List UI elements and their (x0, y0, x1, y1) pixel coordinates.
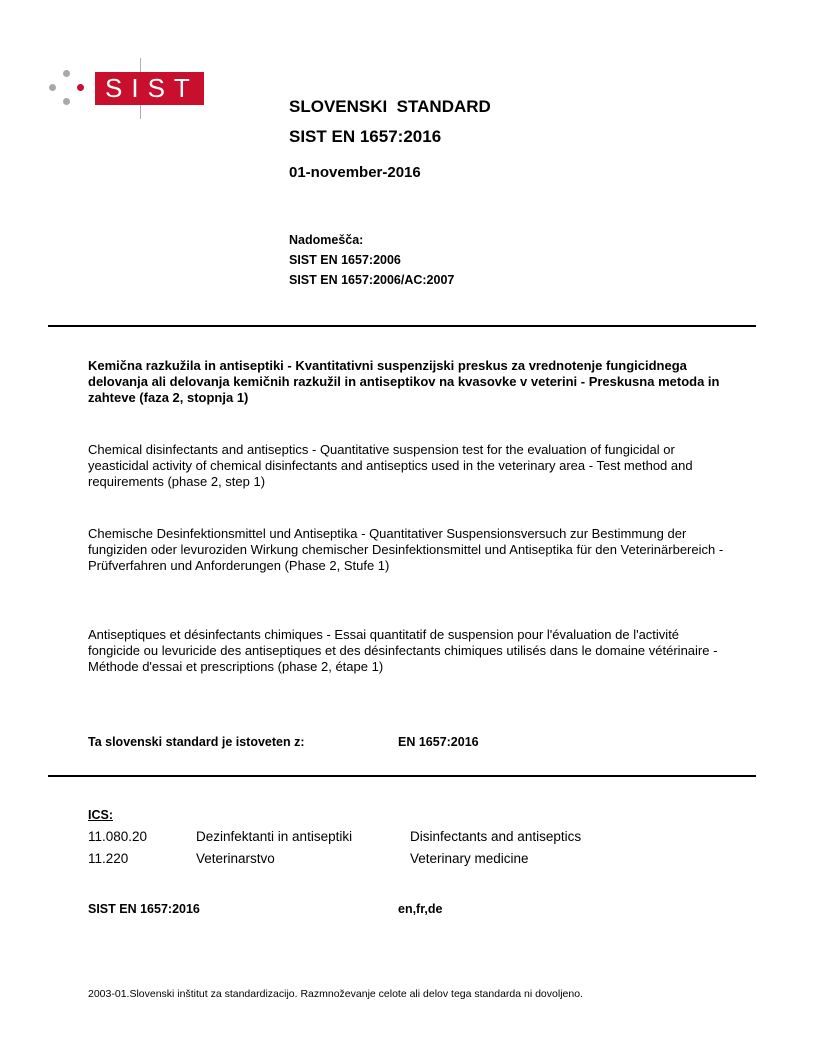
ics-title-en: Disinfectants and antiseptics (410, 829, 582, 844)
logo-dot-icon (63, 70, 70, 77)
title-slovenian: Kemična razkužila in antiseptiki - Kvantitativni suspenzijski preskus za vrednotenje fungicidnega delovanja ali delovanja kemičnih razkužil in antiseptikov na kvasovke v veterini - Preskusna metoda in zahteve (faza 2, stopnja 1) (88, 358, 720, 405)
logo-dot-red-icon (77, 84, 84, 91)
bottom-languages: en,fr,de (398, 902, 443, 916)
ics-title-sl: Dezinfektanti in antiseptiki (196, 829, 353, 844)
divider (48, 775, 756, 777)
standard-code: SIST EN 1657:2016 (289, 127, 442, 146)
ics-title-en: Veterinary medicine (410, 851, 529, 866)
logo-dot-icon (49, 84, 56, 91)
copyright-footer: 2003-01.Slovenski inštitut za standardizacijo. Razmnoževanje celote ali delov tega standarda ni dovoljeno. (88, 988, 583, 1000)
identical-label: Ta slovenski standard je istoveten z: (88, 735, 305, 749)
replaced-standard: SIST EN 1657:2006/AC:2007 (289, 273, 455, 287)
logo-wordmark: SIST (95, 72, 204, 105)
bottom-standard-code: SIST EN 1657:2016 (88, 902, 200, 916)
title-english: Chemical disinfectants and antiseptics - Quantitative suspension test for the evaluation of fungicidal or yeasticidal activity of chemical disinfectants and antiseptics used in the veterinary area - Test method and requirements (phase 2, step 1) (88, 442, 693, 489)
identical-value: EN 1657:2016 (398, 735, 479, 749)
divider (48, 325, 756, 327)
ics-title-sl: Veterinarstvo (196, 851, 275, 866)
ics-label: ICS: (88, 808, 113, 822)
logo-dot-icon (63, 98, 70, 105)
title-french: Antiseptiques et désinfectants chimiques - Essai quantitatif de suspension pour l'évaluation de l'activité fongicide ou levuricide des antiseptiques et des désinfectants chimiques utilisés dans le domaine vétérinaire - Méthode d'essai et prescriptions (phase 2, étape 1) (88, 627, 718, 674)
ics-code: 11.220 (88, 851, 129, 866)
ics-code: 11.080.20 (88, 829, 148, 844)
replaced-standard: SIST EN 1657:2006 (289, 253, 401, 267)
standard-type: SLOVENSKI STANDARD (289, 97, 491, 116)
title-german: Chemische Desinfektionsmittel und Antiseptika - Quantitativer Suspensionsversuch zur Bestimmung der fungiziden oder levuroziden Wirkung chemischer Desinfektionsmittel und Antiseptika für den Veterinärbereich - Prüfverfahren und Anforderungen (Phase 2, Stufe 1) (88, 526, 724, 573)
replaces-label: Nadomešča: (289, 233, 364, 247)
publication-date: 01-november-2016 (289, 164, 421, 181)
